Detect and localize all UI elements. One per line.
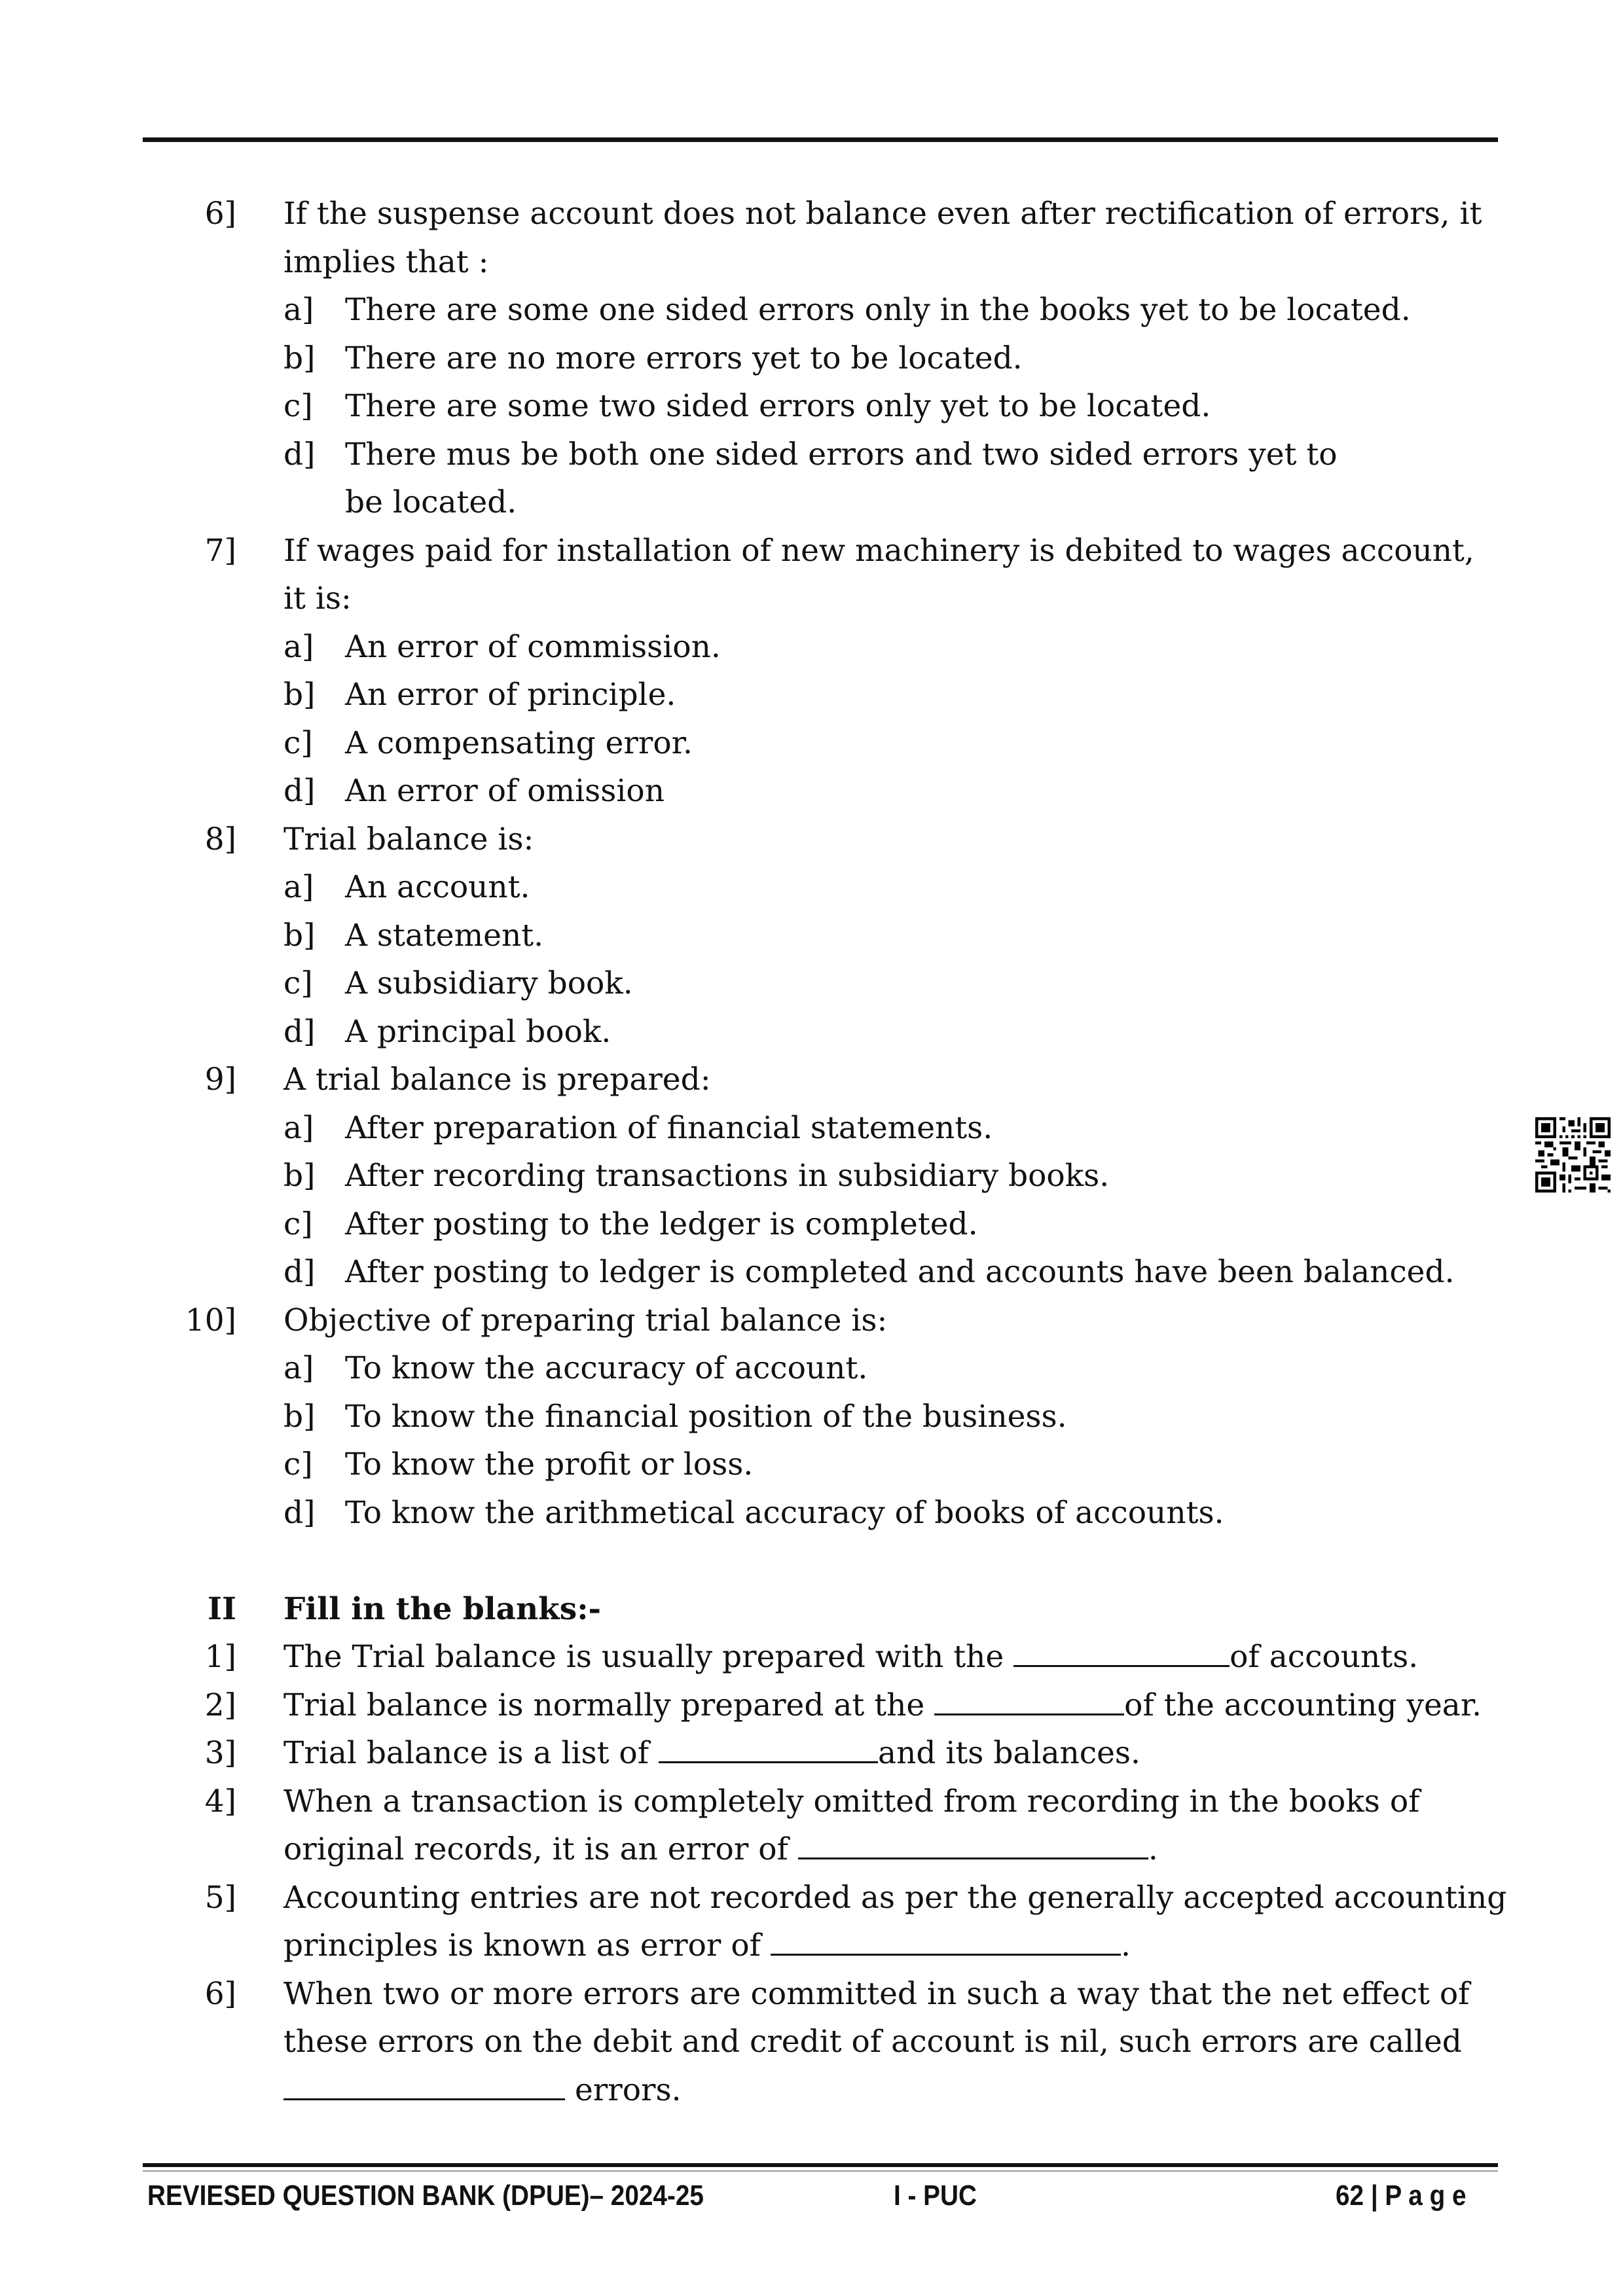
option-letter: d] xyxy=(283,1013,316,1050)
option-letter: b] xyxy=(283,917,316,954)
question-number: 5] xyxy=(204,1879,236,1916)
question-number: 3] xyxy=(204,1735,236,1771)
option-text: An error of omission xyxy=(345,773,665,809)
question-number: 9] xyxy=(204,1062,236,1098)
option-letter: a] xyxy=(283,292,314,328)
question-number: 2] xyxy=(204,1687,236,1723)
option-text: An error of principle. xyxy=(345,677,676,713)
option-letter: a] xyxy=(283,628,314,665)
section-title: Fill in the blanks:- xyxy=(283,1590,602,1627)
answer-blank xyxy=(283,2071,565,2100)
option-letter: b] xyxy=(283,677,316,713)
question-number: 7] xyxy=(204,532,236,569)
option-letter: b] xyxy=(283,1158,316,1194)
section-fill-in-the-blanks xyxy=(0,1585,1623,2115)
footer-title: REVIESED QUESTION BANK (DPUE)– 2024-25 xyxy=(147,2179,704,2212)
answer-blank xyxy=(659,1734,878,1763)
question-text: original records, it is an error of . xyxy=(283,1831,1158,1867)
question-text: principles is known as error of . xyxy=(283,1928,1131,1964)
option-text: A principal book. xyxy=(345,1013,611,1050)
footer-class: I - PUC xyxy=(894,2179,977,2212)
option-text: There mus be both one sided errors and two sided errors yet to xyxy=(345,436,1338,473)
question-text: When two or more errors are committed in such a way that the net effect of xyxy=(283,1975,1470,2012)
header-rule xyxy=(143,137,1498,142)
option-letter: a] xyxy=(283,1109,314,1146)
option-text: After posting to the ledger is completed. xyxy=(345,1206,978,1242)
question-number: 10] xyxy=(185,1302,236,1338)
option-text: A compensating error. xyxy=(345,725,693,761)
question-9 xyxy=(0,1056,1623,1297)
question-8 xyxy=(0,816,1623,1056)
question-text: Trial balance is a list of and its balances. xyxy=(283,1735,1140,1771)
section-number: II xyxy=(208,1590,236,1627)
page-number: 62 | P a g e xyxy=(1336,2179,1467,2212)
question-text: A trial balance is prepared: xyxy=(283,1062,711,1098)
option-letter: b] xyxy=(283,340,316,376)
question-number: 1] xyxy=(204,1639,236,1675)
question-text: Accounting entries are not recorded as per the generally accepted accounting xyxy=(283,1879,1507,1916)
option-text: To know the financial position of the business. xyxy=(345,1398,1067,1435)
answer-blank xyxy=(934,1686,1124,1715)
option-text: An account. xyxy=(345,869,530,905)
question-text: it is: xyxy=(283,581,352,617)
option-letter: b] xyxy=(283,1398,316,1435)
question-number: 4] xyxy=(204,1783,236,1820)
question-text: errors. xyxy=(283,2066,682,2115)
question-6 xyxy=(0,190,1623,527)
option-text: To know the profit or loss. xyxy=(345,1446,754,1482)
option-letter: a] xyxy=(283,869,314,905)
question-text: If wages paid for installation of new machinery is debited to wages account, xyxy=(283,532,1474,569)
option-letter: a] xyxy=(283,1350,314,1386)
option-text: To know the arithmetical accuracy of books of accounts. xyxy=(345,1494,1224,1531)
option-letter: c] xyxy=(283,965,313,1001)
option-letter: d] xyxy=(283,436,316,473)
option-text: There are some one sided errors only in the books yet to be located. xyxy=(345,292,1411,328)
option-text: A statement. xyxy=(345,917,544,954)
question-text: these errors on the debit and credit of account is nil, such errors are called xyxy=(283,2024,1462,2060)
option-text: To know the accuracy of account. xyxy=(345,1350,868,1386)
answer-blank xyxy=(798,1830,1148,1859)
option-text: After posting to ledger is completed and accounts have been balanced. xyxy=(345,1254,1455,1290)
option-letter: d] xyxy=(283,773,316,809)
option-text: After preparation of financial statements. xyxy=(345,1109,993,1146)
option-letter: c] xyxy=(283,725,313,761)
answer-blank xyxy=(771,1926,1121,1956)
question-text: If the suspense account does not balance even after rectification of errors, it xyxy=(283,196,1482,232)
question-text: The Trial balance is usually prepared with the of accounts. xyxy=(283,1639,1419,1675)
option-letter: c] xyxy=(283,1206,313,1242)
page-content xyxy=(0,190,1623,2114)
question-text: Trial balance is: xyxy=(283,821,534,857)
option-text: An error of commission. xyxy=(345,628,721,665)
question-10 xyxy=(0,1297,1623,1537)
option-text: be located. xyxy=(345,484,517,520)
option-text: There are no more errors yet to be located. xyxy=(345,340,1023,376)
option-text: A subsidiary book. xyxy=(345,965,633,1001)
question-text: implies that : xyxy=(283,243,489,280)
qr-code-icon xyxy=(1535,1117,1611,1193)
question-text: Objective of preparing trial balance is: xyxy=(283,1302,888,1338)
option-letter: c] xyxy=(283,1446,313,1482)
footer-rule-thin xyxy=(143,2170,1498,2172)
option-letter: d] xyxy=(283,1494,316,1531)
question-number: 6] xyxy=(204,196,236,232)
answer-blank xyxy=(1013,1638,1230,1667)
option-letter: d] xyxy=(283,1254,316,1290)
option-text: After recording transactions in subsidiary books. xyxy=(345,1158,1110,1194)
footer-rule xyxy=(143,2163,1498,2167)
question-number: 8] xyxy=(204,821,236,857)
question-text: When a transaction is completely omitted from recording in the books of xyxy=(283,1783,1420,1820)
question-7 xyxy=(0,527,1623,816)
question-number: 6] xyxy=(204,1975,236,2012)
option-letter: c] xyxy=(283,388,313,424)
question-text: Trial balance is normally prepared at the of the accounting year. xyxy=(283,1687,1482,1723)
option-text: There are some two sided errors only yet to be located. xyxy=(345,388,1211,424)
